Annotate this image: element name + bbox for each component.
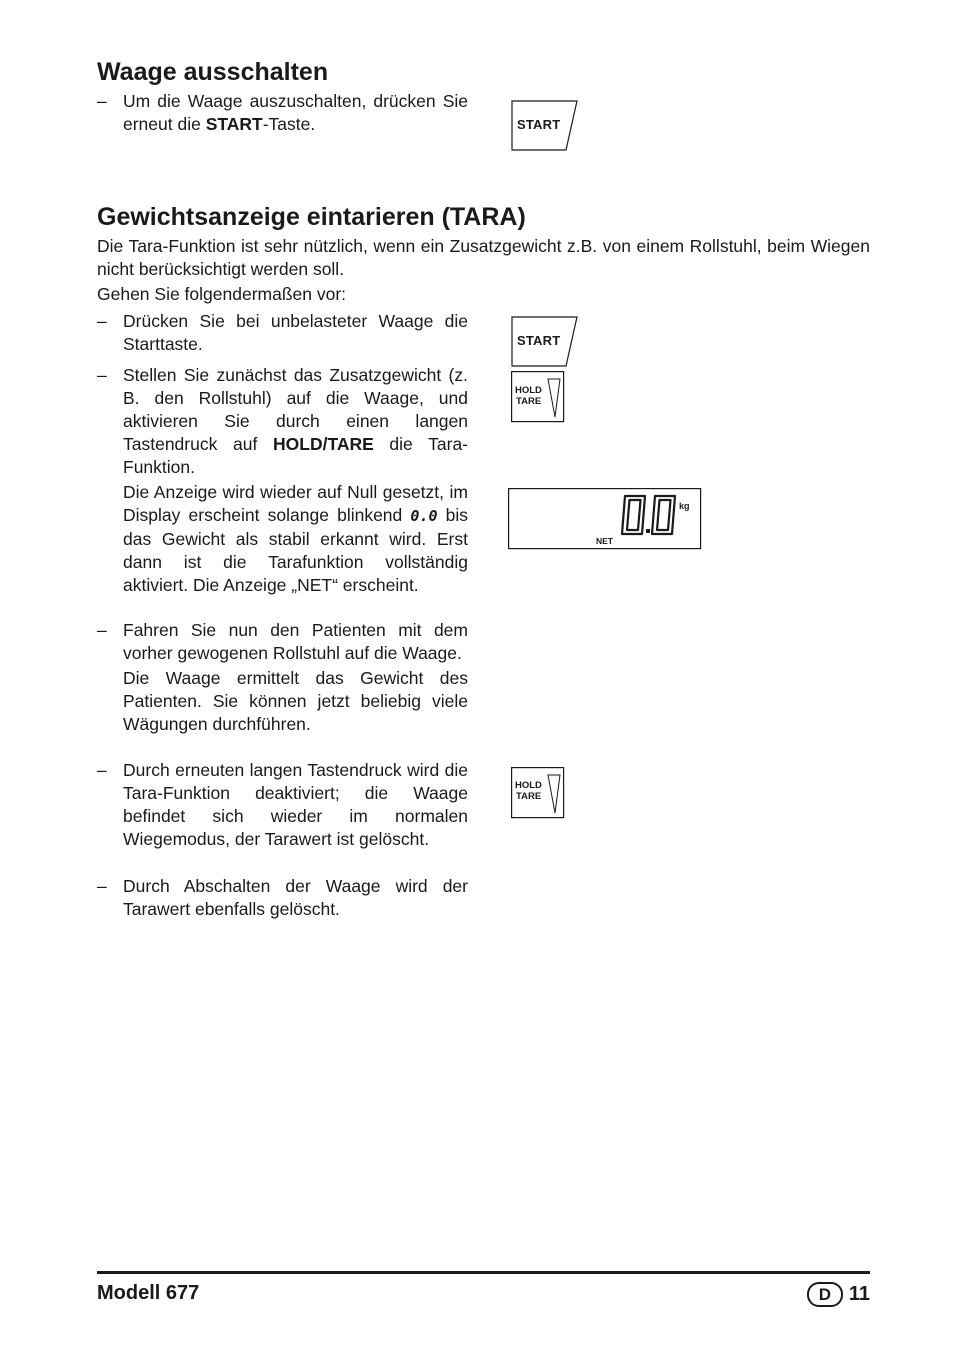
display-net-indicator: NET <box>596 536 613 546</box>
list-item-text: Durch Abschalten der Waage wird der Tarawert ebenfalls gelöscht. <box>123 876 468 919</box>
list-item-text: Fahren Sie nun den Patienten mit dem vorher gewogenen Rollstuhl auf die Waage. <box>123 620 468 663</box>
intro-paragraph: Die Tara-Funktion ist sehr nützlich, wenn ein Zusatzgewicht z.B. von einem Rollstuhl, beim Wiegen nicht berücksichtigt werden soll. <box>97 236 870 279</box>
hold-tare-key-icon <box>511 371 565 423</box>
hold-key-label: HOLD <box>515 780 542 791</box>
start-key-icon <box>511 316 579 368</box>
list-dash: – <box>97 311 107 331</box>
start-key-label: START <box>517 333 561 348</box>
list-item-text: Um die Waage auszuschalten, drücken Sie erneut die START-Taste. <box>123 91 468 134</box>
list-item <box>97 90 468 136</box>
footer-divider <box>97 1271 870 1274</box>
section-title-turn-off: Waage ausschalten <box>97 58 329 86</box>
list-item <box>97 619 468 736</box>
list-item <box>97 364 468 597</box>
inline-display-value: 0.0 <box>410 507 438 525</box>
tare-key-label: TARE <box>516 791 542 802</box>
list-item <box>97 875 468 921</box>
list-dash: – <box>97 91 107 111</box>
list-item-text: Durch erneuten langen Tastendruck wird die Tara-Funktion deaktiviert; die Waage befindet sich wieder im normalen Wiegemodus, der Tarawert ist gelöscht. <box>123 760 468 849</box>
footer-page-info <box>807 1282 870 1307</box>
start-key-icon <box>511 100 579 152</box>
list-dash: – <box>97 365 107 385</box>
list-dash: – <box>97 876 107 896</box>
list-item-text: Stellen Sie zunächst das Zusatzgewicht (z. B. den Rollstuhl) auf die Waage, und aktivieren Sie durch einen langen Tastendruck auf HOLD/TARE die Tara-Funktion. <box>123 365 468 477</box>
section-title-tare: Gewichtsanzeige eintarieren (TARA) <box>97 203 526 231</box>
start-key-label: START <box>517 117 561 132</box>
hold-tare-key-icon <box>511 767 565 819</box>
list-dash: – <box>97 760 107 780</box>
tare-key-label: TARE <box>516 396 542 407</box>
list-item-text: Drücken Sie bei unbelasteter Waage die Starttaste. <box>123 311 468 354</box>
page-number: 11 <box>848 1283 870 1305</box>
lcd-display <box>508 488 702 550</box>
language-badge: D <box>807 1282 843 1307</box>
list-item-text: Die Waage ermittelt das Gewicht des Patienten. Sie können jetzt beliebig viele Wägungen durchführen. <box>123 668 468 734</box>
hold-key-label: HOLD <box>515 385 542 396</box>
list-dash: – <box>97 620 107 640</box>
display-unit: kg <box>679 501 690 511</box>
list-item <box>97 759 468 851</box>
list-item <box>97 310 468 356</box>
list-item-text: Die Anzeige wird wieder auf Null gesetzt, im Display erscheint solange blinkend 0.0 bis das Gewicht als stabil erkannt wird. Erst dann ist die Tarafunktion vollständig aktiviert. Die Anzeige „NET“ erscheint. <box>123 482 469 595</box>
footer-model: Modell 677 <box>97 1282 200 1304</box>
proceed-paragraph: Gehen Sie folgendermaßen vor: <box>97 284 347 304</box>
